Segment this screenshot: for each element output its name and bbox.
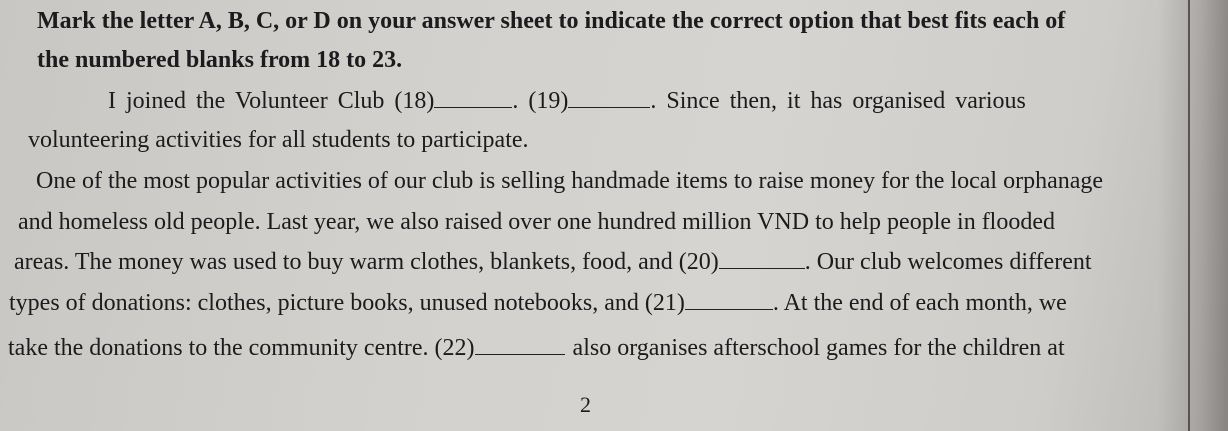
passage-line-4: and homeless old people. Last year, we also raised over one hundred million VND to help people in flooded xyxy=(18,209,1056,235)
page-number: 2 xyxy=(580,392,591,417)
blank-22 xyxy=(475,334,565,355)
passage-text-afterschool: also organises afterschool games for the children at xyxy=(572,335,1065,361)
passage-text-21: types of donations: clothes, picture books, unused notebooks, and (21) xyxy=(9,290,685,316)
passage-line-3: One of the most popular activities of our club is selling handmade items to raise money for the local orphanage xyxy=(36,168,1104,194)
page-edge-line xyxy=(1188,0,1190,431)
passage-text-20: areas. The money was used to buy warm clothes, blankets, food, and (20) xyxy=(14,249,719,275)
blank-20 xyxy=(719,248,805,269)
passage-text-18: I joined the Volunteer Club (18) xyxy=(108,88,435,114)
passage-text-22: take the donations to the community centre. (22) xyxy=(8,335,475,361)
passage-text-month: . At the end of each month, we xyxy=(772,290,1067,316)
passage-text-19: . (19) xyxy=(512,88,569,114)
passage-line-5 xyxy=(14,247,1092,277)
passage-text-since: . Since then, it has organised various xyxy=(650,88,1026,114)
blank-21 xyxy=(685,289,773,310)
instruction-line-2: the numbered blanks from 18 to 23. xyxy=(37,47,403,73)
passage-text-welcomes: . Our club welcomes different xyxy=(804,249,1092,275)
passage-line-7 xyxy=(8,333,1065,363)
instruction-line-1: Mark the letter A, B, C, or D on your answer sheet to indicate the correct option that best fits each of xyxy=(37,8,1066,34)
passage-line-2: volunteering activities for all students to participate. xyxy=(28,127,529,153)
passage-line-1 xyxy=(108,86,1026,116)
page-edge-shadow xyxy=(1158,0,1228,431)
blank-19 xyxy=(568,87,650,108)
passage-line-6 xyxy=(9,288,1067,318)
blank-18 xyxy=(434,87,512,108)
